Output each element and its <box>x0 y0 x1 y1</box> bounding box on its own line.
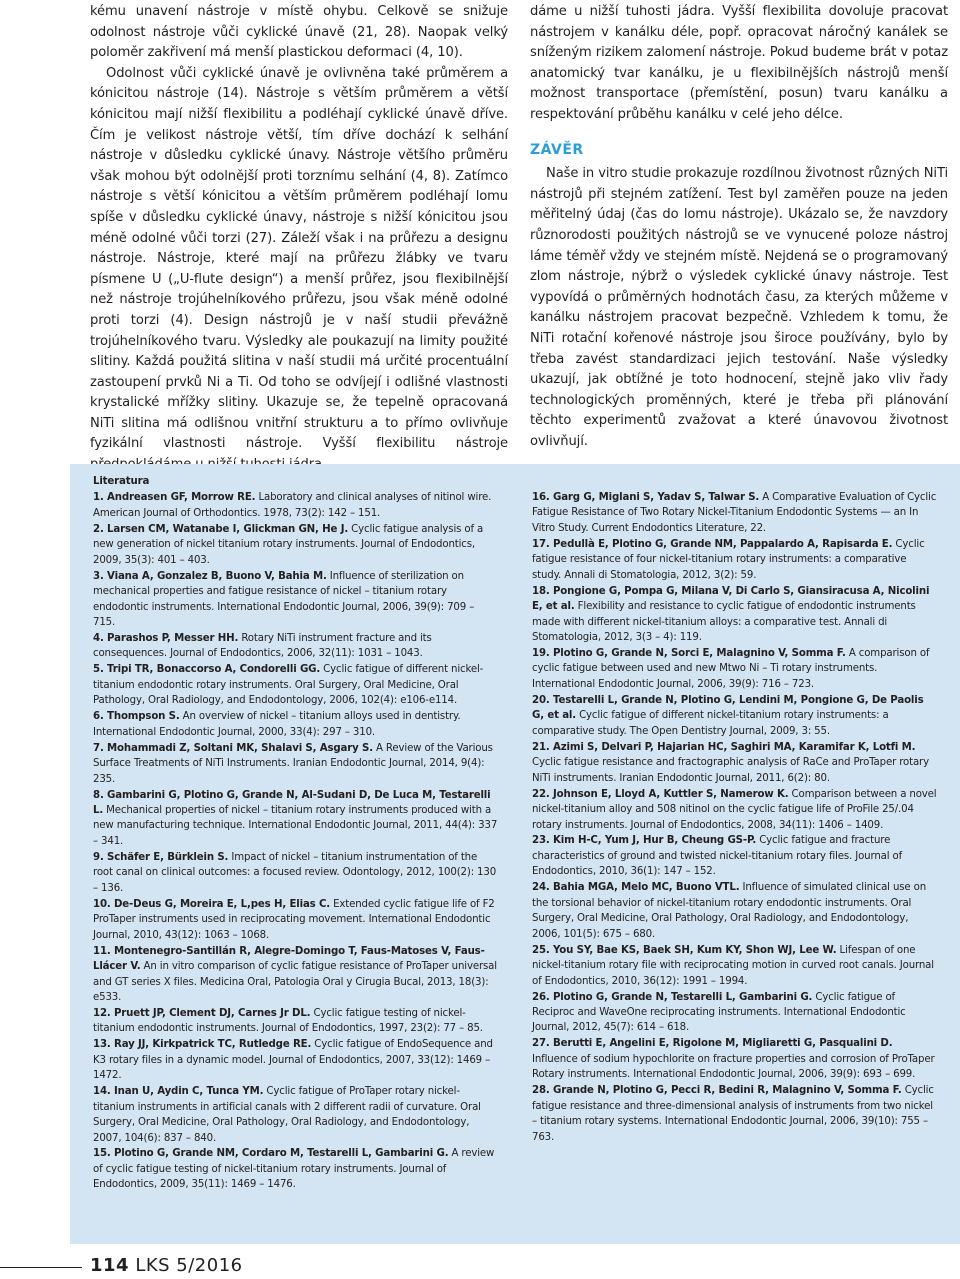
reference-authors: 7. Mohammadi Z, Soltani MK, Shalavi S, Asgary S. <box>93 742 373 754</box>
reference-item <box>93 1037 498 1083</box>
reference-text: A Comparative Evaluation of Cyclic Fatigue Resistance of Two Rotary Nickel-Titanium Endodontic Systems — an In Vitro Study. Current Endodontics Literature, 22. <box>532 492 937 534</box>
reference-authors: 2. Larsen CM, Watanabe I, Glickman GN, He J. <box>93 523 349 535</box>
reference-authors: 1. Andreasen GF, Morrow RE. <box>93 492 256 504</box>
reference-text: Cyclic fatigue of Reciproc and WaveOne reciprocating instruments. International Endodontic Journal, 2012, 45(7): 614 – 618. <box>532 991 906 1034</box>
reference-authors: 6. Thompson S. <box>93 711 180 723</box>
reference-text: Cyclic fatigue resistance and three-dimensional analysis of instruments from two nickel – titanium rotary systems. International Endodontic Journal, 2006, 39(10): 755 – 763. <box>532 1085 934 1143</box>
reference-item <box>93 741 498 787</box>
references-column-left <box>93 474 498 1193</box>
reference-text: Comparison between a novel nickel-titanium alloy and 508 nitinol on the cyclic fatigue life of ProFile 25/.04 rotary instruments. Journal of Endodontics, 2008, 34(11): 1406 – 1409. <box>532 788 937 831</box>
reference-text: Cyclic fatigue of different nickel-titanium rotary instruments: a comparative study. The Open Dentistry Journal, 2009, 3: 55. <box>532 710 889 737</box>
reference-text: Influence of simulated clinical use on the torsional behavior of nickel-titanium rotary endodontic instruments. Oral Surgery, Oral Medicine, Oral Pathology, Oral Radiology, and Endodontology, 2006, 101(5): 675 – 680. <box>532 882 927 940</box>
reference-authors: 8. Gambarini G, Plotino G, Grande N, Al-Sudani D, De Luca M, Testarelli L. <box>93 789 491 817</box>
journal-issue: LKS 5/2016 <box>135 1255 243 1276</box>
reference-authors: 5. Tripi TR, Bonaccorso A, Condorelli GG. <box>93 664 321 676</box>
reference-authors: 3. Viana A, Gonzalez B, Buono V, Bahia M. <box>93 570 327 582</box>
reference-text: An overview of nickel – titanium alloys used in dentistry. International Endodontic Journal, 2000, 33(4): 297 – 310. <box>93 711 461 738</box>
reference-authors: 13. Ray JJ, Kirkpatrick TC, Rutledge RE. <box>93 1039 312 1051</box>
reference-authors: 20. Testarelli L, Grande N, Plotino G, Lendini M, Pongione G, De Paolis G, et al. <box>532 694 924 722</box>
reference-authors: 15. Plotino G, Grande NM, Cordaro M, Testarelli L, Gambarini G. <box>93 1148 449 1160</box>
reference-text: Extended cyclic fatigue life of F2 ProTaper instruments used in reciprocating movement. International Endodontic Journal, 2010, 43(12): 1063 – 1068. <box>93 898 495 941</box>
conclusion-heading: ZÁVĚR <box>530 141 584 158</box>
footer-rule <box>0 1267 82 1268</box>
article-paragraph: Odolnost vůči cyklické únavě je ovlivněna také průměrem a kónicitou nástroje (14). Nástroje s větším průměrem a větší kónicitou mají nižší flexibilitu a podléhají cyklické únavě dříve. Čím je velikost nástroje větší, tím dříve dochází k selhání nástroje v důsledku cyklické únavy. Nástroje většího průměru však mohou být odolnější proti torznímu selhání (4, 8). Zatímco nástroje s větší kónicitou a větším průměrem podléhají lomu spíše v důsledku cyklické únavy, nástroje s nižší kónicitou jsou méně odolné vůči torzi (27). Záleží však i na průřezu a designu nástroje. Nástroje, které mají na průřezu žlábky ve tvaru písmene U („U-flute design“) a menší průřez, jsou flexibilnější než nástroje trojúhelníkového průřezu, jsou však méně odolné proti torzi (4). Design nástrojů je v naší studii převážně trojúhelníkového tvaru. Výsledky ale poukazují na limity použité slitiny. Každá použitá slitina v naší studii má určité procentuální zastoupení prvků Ni a Ti. Od toho se odvíjejí i odlišné vlastnosti krystalické mřížky slitiny. Ukazuje se, že tepelně opracovaná NiTi slitina má odlišnou vnitřní strukturu a to přímo ovlivňuje fyzikální vlastnosti nástroje. Vyšší flexibilitu nástroje <box>90 65 508 452</box>
reference-text: Impact of nickel – titanium instrumentation of the root canal on clinical outcomes: a focused review. Odontology, 2012, 100(2): 130 – 136. <box>93 851 497 894</box>
reference-item <box>93 1146 498 1192</box>
reference-authors: 21. Azimi S, Delvari P, Hajarian HC, Saghiri MA, Karamifar K, Lotfi M. <box>532 741 916 753</box>
reference-authors: 18. Pongione G, Pompa G, Milana V, Di Carlo S, Giansiracusa A, Nicolini E, et al. <box>532 585 930 613</box>
reference-text: Cyclic fatigue of ProTaper rotary nickel-titanium instruments in artificial canals with 2 different radii of curvature. Oral Surgery, Oral Medicine, Oral Pathology, Oral Radiology, and Endodontology, 2007, 104(6): 837 – 840. <box>93 1086 481 1144</box>
reference-authors: 16. Garg G, Miglani S, Yadav S, Talwar S. <box>532 492 760 503</box>
reference-text: Cyclic fatigue resistance of four nickel-titanium rotary instruments: a comparative study. Annali di Stomatologia, 2012, 3(2): 59. <box>532 538 925 581</box>
reference-item <box>93 944 498 1006</box>
reference-authors: 23. Kim H-C, Yum J, Hur B, Cheung GS-P. <box>532 835 757 847</box>
reference-text: Cyclic fatigue resistance and fractographic analysis of RaCe and ProTaper rotary NiTi instruments. Iranian Endodontic Journal, 2011, 6(2): 80. <box>532 757 929 784</box>
reference-text: Cyclic fatigue of different nickel-titanium endodontic rotary instruments. Oral Surgery, Oral Medicine, Oral Pathology, Oral Radiology, and Endodontology, 2006, 102(4): e106-e114. <box>93 664 484 707</box>
reference-item <box>532 833 937 879</box>
reference-item <box>532 740 937 786</box>
reference-text: Flexibility and resistance to cyclic fatigue of endodontic instruments made with different nickel-titanium alloys: a comparative test. Annali di Stomatologia, 2012, 3(3 – 4): 119. <box>532 601 916 644</box>
reference-item <box>532 490 937 536</box>
reference-text: A comparison of cyclic fatigue between used and new Mtwo Ni – Ti rotary instruments. International Endodontic Journal, 2006, 39(9): 716 – 723. <box>532 648 930 690</box>
references-list-right <box>532 490 937 1145</box>
reference-item <box>93 662 498 708</box>
reference-item <box>532 646 937 692</box>
reference-item <box>93 490 498 521</box>
reference-text: Rotary NiTi instrument fracture and its consequences. Journal of Endodontics, 2006, 32(11): 1031 – 1043. <box>93 633 432 660</box>
reference-authors: 9. Schäfer E, Bürklein S. <box>93 851 229 863</box>
reference-authors: 12. Pruett JP, Clement DJ, Carnes Jr DL. <box>93 1007 311 1019</box>
page-footer <box>0 1255 300 1277</box>
reference-item <box>532 1036 937 1082</box>
conclusion-paragraph: Naše in vitro studie prokazuje rozdílnou životnost různých NiTi nástrojů při stejném zatížení. Test byl zaměřen pouze na jeden měřitelný údaj (čas do lomu nástroje). Ukázalo se, že navzdory různorodosti použitých nástrojů se ve vynucené poloze nástroj láme téměř vždy ve stejném místě. Nejdená se o programovaný zlom nástroje, nýbrž o výsledek cyklické únavy nástroje. Test vypovídá o průměrných hodnotách času, za kterých můžeme v kanálku nástrojem pracovat bezpečně. Vzhledem k tomu, že NiTi rotační kořenové nástroje jsou široce používány, bylo by třeba zavést standardizaci jejich testování. Naše výsledky ukazují, jak obtížné je toto hodnocení, stejně jako vliv řady technologických proměnných, které je třeba při plánování těchto experimentů zvažovat a které únavovou životnost ovlivňují. <box>530 166 948 449</box>
reference-authors: 10. De-Deus G, Moreira E, L,pes H, Elias C. <box>93 898 331 910</box>
reference-item <box>93 522 498 568</box>
reference-text: A review of cyclic fatigue testing of nickel-titanium rotary instruments. Journal of Endodontics, 2009, 35(11): 1469 – 1476. <box>93 1148 495 1191</box>
reference-item <box>532 787 937 833</box>
reference-text: Cyclic fatigue analysis of a new generation of nickel titanium rotary instruments. Journal of Endodontics, 2009, 35(3): 401 – 403. <box>93 523 484 566</box>
reference-item <box>532 693 937 739</box>
reference-item <box>93 788 498 850</box>
footer-label <box>90 1255 243 1276</box>
reference-authors: 19. Plotino G, Grande N, Sorci E, Malagnino V, Somma F. <box>532 648 846 660</box>
reference-text: Influence of sterilization on mechanical properties and fatigue resistance of nickel – titanium rotary endodontic instruments. International Endodontic Journal, 2006, 39(9): 709 – 715. <box>93 570 475 629</box>
reference-item <box>532 880 937 942</box>
reference-text: Mechanical properties of nickel – titanium rotary instruments produced with a new manufacturing technique. International Endodontic Journal, 2011, 44(4): 337 – 341. <box>93 805 498 847</box>
reference-text: A Review of the Various Surface Treatments of NiTi Instruments. Iranian Endodontic Journal, 2014, 9(4): 235. <box>93 742 493 785</box>
reference-text: Influence of sodium hypochlorite on fracture properties and corrosion of ProTaper Rotary instruments. International Endodontic Journal, 2006, 39(9): 693 – 699. <box>532 1053 935 1081</box>
reference-item <box>532 943 937 989</box>
reference-text: Cyclic fatigue of EndoSequence and K3 rotary files in a dynamic model. Journal of Endodontics, 2007, 33(12): 1469 – 1472. <box>93 1039 493 1082</box>
reference-item <box>93 850 498 896</box>
article-paragraph: kému unavení nástroje v místě ohybu. Celkově se snižuje odolnost nástroje vůči cyklické únavě (21, 28). Naopak velký poloměr zakřivení má menší plastickou deformaci (4, 10). <box>90 4 508 61</box>
reference-text: Cyclic fatigue and fracture characteristics of ground and twisted nickel-titanium rotary files. Journal of Endodontics, 2010, 36(1): 147 – 152. <box>532 835 903 878</box>
reference-authors: 14. Inan U, Aydin C, Tunca YM. <box>93 1086 264 1098</box>
reference-authors: 4. Parashos P, Messer HH. <box>93 633 239 645</box>
reference-item <box>532 1083 937 1145</box>
article-paragraph: dáme u nižší tuhosti jádra. Vyšší flexibilita dovoluje pracovat nástrojem v kanálku déle, popř. opracovat náročný kanálek se sníženým rizikem zalomení nástroje. Pokud budeme brát v potaz anatomický tvar kanálku, je u flexibilnějších nástrojů menší možnost transportace (přemístění, posun) tvaru kanálku a respektování průběhu kanálku v celé jeho délce. <box>530 4 948 122</box>
reference-text: An in vitro comparison of cyclic fatigue resistance of ProTaper universal and GT series X files. Medicina Oral, Patologia Oral y Cirugia Bucal, 2013, 18(3): e533. <box>93 961 497 1003</box>
reference-authors: 26. Plotino G, Grande N, Testarelli L, Gambarini G. <box>532 991 813 1003</box>
reference-authors: 17. Pedullà E, Plotino G, Grande NM, Pappalardo A, Rapisarda E. <box>532 538 893 550</box>
references-list-left <box>93 490 498 1192</box>
reference-item <box>532 584 937 646</box>
references-column-right <box>532 490 937 1146</box>
references-heading: Literatura <box>93 476 150 487</box>
reference-item <box>93 709 498 740</box>
reference-item <box>93 1084 498 1146</box>
reference-text: Lifespan of one nickel-titanium rotary file with reciprocating motion in curved root canals. Journal of Endodontics, 2010, 36(12): 1991 – 1994. <box>532 944 934 987</box>
page-number: 114 <box>90 1255 130 1276</box>
reference-item <box>93 897 498 943</box>
article-column-right <box>530 2 948 452</box>
reference-authors: 22. Johnson E, Lloyd A, Kuttler S, Namerow K. <box>532 788 789 800</box>
reference-authors: 28. Grande N, Plotino G, Pecci R, Bedini R, Malagnino V, Somma F. <box>532 1085 902 1097</box>
reference-item <box>93 569 498 631</box>
reference-authors: 24. Bahia MGA, Melo MC, Buono VTL. <box>532 882 740 894</box>
reference-text: Cyclic fatigue testing of nickel-titanium endodontic instruments. Journal of Endodontics, 1997, 23(2): 77 – 85. <box>93 1007 483 1035</box>
reference-authors: 27. Berutti E, Angelini E, Rigolone M, Migliaretti G, Pasqualini D. <box>532 1038 893 1050</box>
reference-authors: 25. You SY, Bae KS, Baek SH, Kum KY, Shon WJ, Lee W. <box>532 944 837 956</box>
reference-item <box>93 631 498 662</box>
reference-text: Laboratory and clinical analyses of nitinol wire. American Journal of Orthodontics. 1978, 73(2): 142 – 151. <box>93 492 492 519</box>
article-column-left <box>90 2 508 476</box>
reference-item <box>532 537 937 583</box>
reference-item <box>532 990 937 1036</box>
reference-authors: 11. Montenegro-Santillán R, Alegre-Domingo T, Faus-Matoses V, Faus-Llácer V. <box>93 945 485 973</box>
reference-item <box>93 1006 498 1037</box>
